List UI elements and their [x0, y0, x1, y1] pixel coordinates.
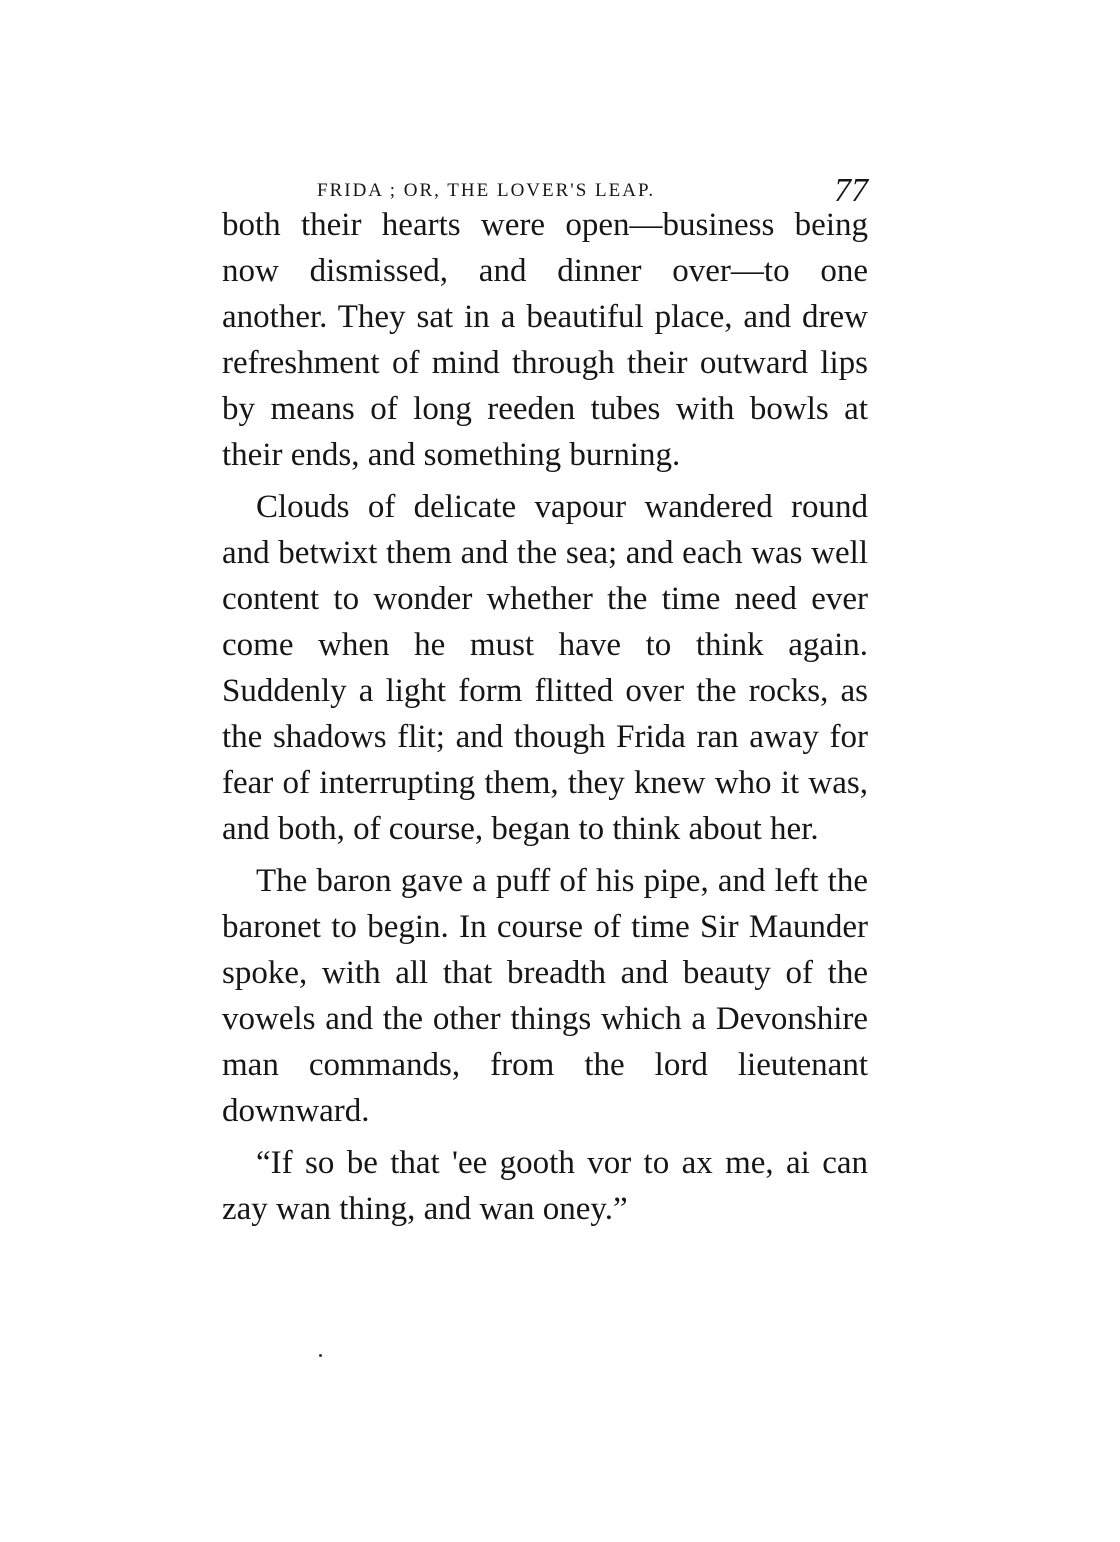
ink-speck: [319, 1354, 322, 1357]
paragraph-3: The baron gave a puff of his pipe, and left the baronet to begin. In course of time Sir Maunder spoke, with all that breadth and beauty of the vowels and the other things which a Devonshire man commands, from the lord lieutenant downward.: [222, 863, 868, 1129]
running-title: FRIDA ; OR, THE LOVER'S LEAP.: [317, 180, 656, 201]
paragraph-2: Clouds of delicate vapour wandered round and betwixt them and the sea; and each was well content to wonder whether the time need ever come when he must have to think again. Suddenly a light form flitted over the rocks, as the shadows flit; and though Frida ran away for fear of interrupting them, they knew who it was, and both, of course, began to think about her.: [222, 489, 868, 847]
paragraph-1: both their hearts were open—business being now dismissed, and dinner over—to one another. They sat in a beautiful place, and drew refreshment of mind through their outward lips by means of long reeden tubes with bowls at their ends, and something burning.: [222, 207, 868, 473]
body-text: [222, 202, 868, 1232]
paragraph-4: “If so be that 'ee gooth vor to ax me, ai can zay wan thing, and wan oney.”: [222, 1145, 868, 1227]
page-number: 77: [834, 172, 868, 209]
